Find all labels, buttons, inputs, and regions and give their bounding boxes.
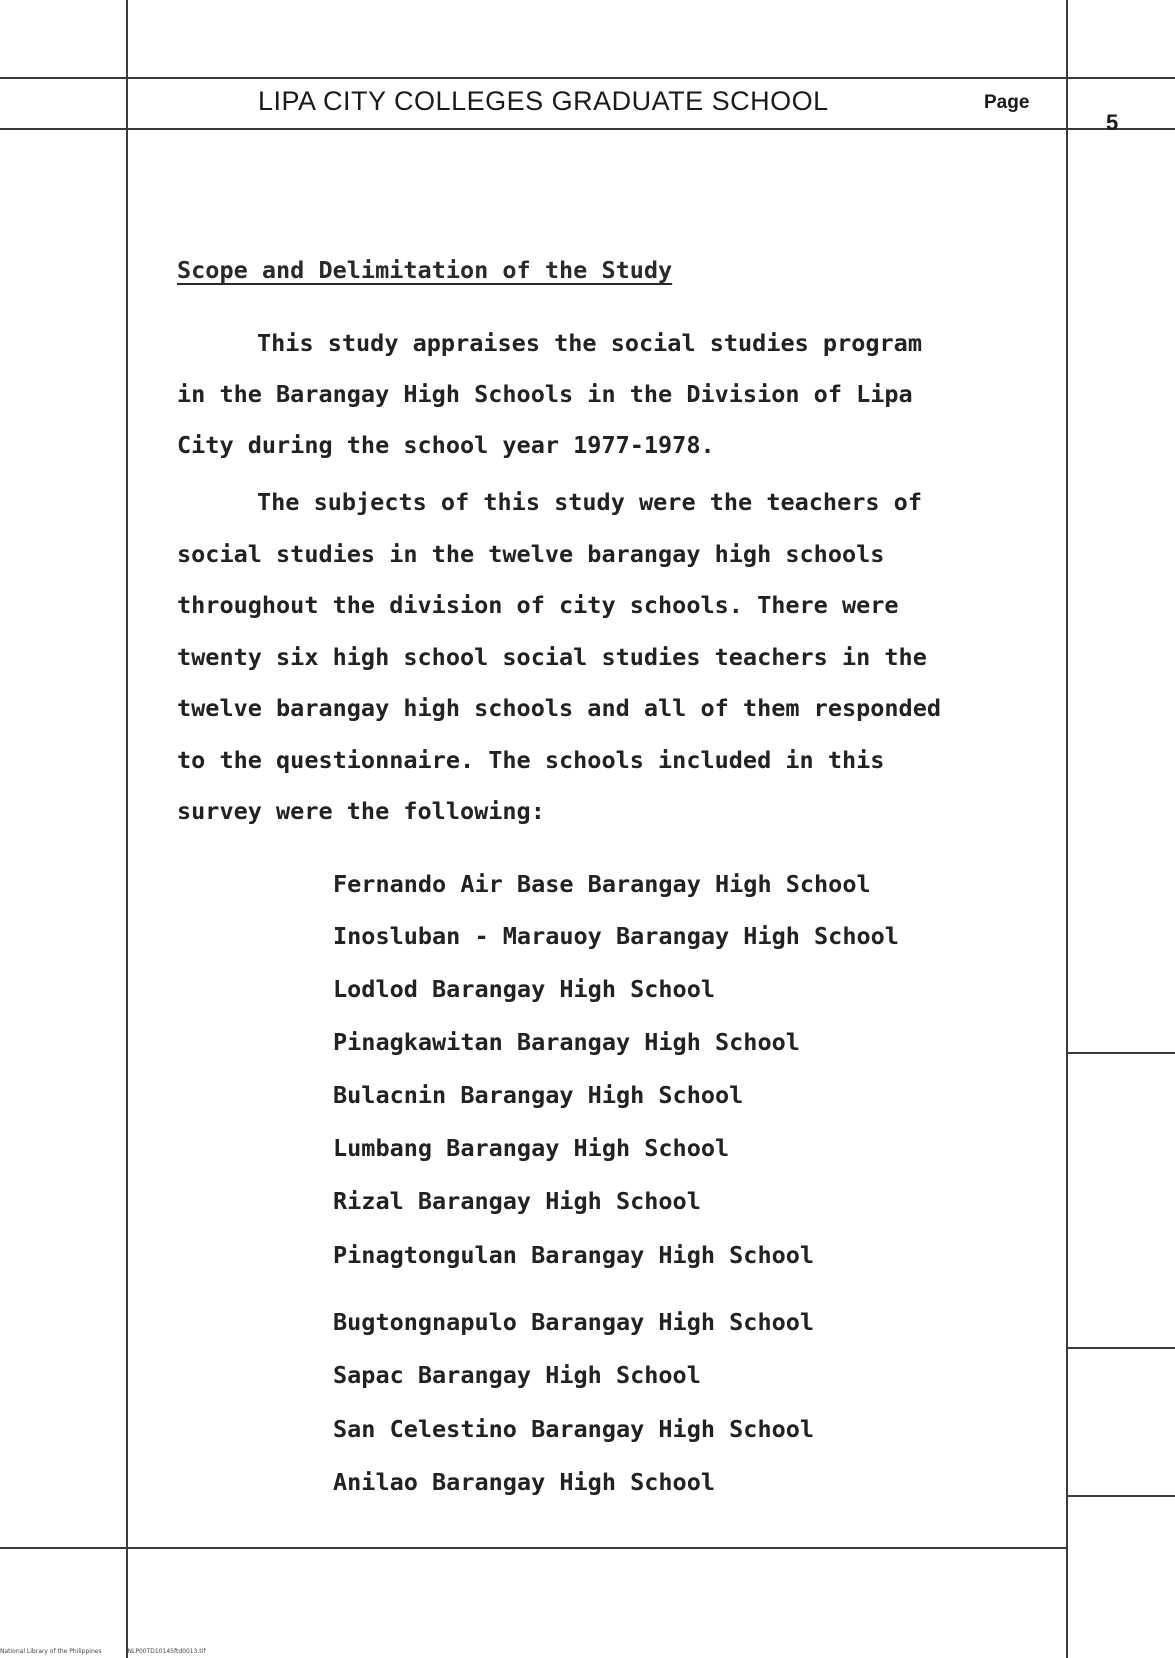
margin-tick-rule xyxy=(1066,1052,1175,1054)
scan-filename: NLP00TD10145ftd0013.tif xyxy=(127,1648,206,1655)
page-header-title: LIPA CITY COLLEGES GRADUATE SCHOOL xyxy=(258,86,829,116)
school-list-item: Bugtongnapulo Barangay High School xyxy=(333,1308,815,1336)
footer-rule xyxy=(0,1547,1066,1549)
page-label: Page xyxy=(984,92,1030,113)
paragraph-line: survey were the following: xyxy=(177,797,545,825)
paragraph-line: throughout the division of city schools. There were xyxy=(177,591,899,619)
page-number: 5 xyxy=(1106,110,1119,135)
paragraph-line: to the questionnaire. The schools included in this xyxy=(177,746,885,774)
header-top-rule xyxy=(0,77,1175,79)
school-list-item: San Celestino Barangay High School xyxy=(333,1415,815,1443)
school-list-item: Pinagtongulan Barangay High School xyxy=(333,1241,815,1269)
paragraph-line: City during the school year 1977-1978. xyxy=(177,431,715,459)
section-heading: Scope and Delimitation of the Study xyxy=(177,256,673,284)
school-list-item: Fernando Air Base Barangay High School xyxy=(333,870,871,898)
paragraph-line: social studies in the twelve barangay high schools xyxy=(177,540,885,568)
school-list-item: Bulacnin Barangay High School xyxy=(333,1081,744,1109)
paragraph-line: in the Barangay High Schools in the Division of Lipa xyxy=(177,380,913,408)
school-list-item: Rizal Barangay High School xyxy=(333,1187,701,1215)
right-margin-rule xyxy=(1066,0,1068,1658)
paragraph-line: twenty six high school social studies teachers in the xyxy=(177,643,927,671)
school-list-item: Anilao Barangay High School xyxy=(333,1468,716,1496)
library-credit: National Library of the Philippines xyxy=(0,1648,102,1655)
school-list-item: Pinagkawitan Barangay High School xyxy=(333,1028,800,1056)
margin-tick-rule xyxy=(1066,1347,1175,1349)
paragraph-line: twelve barangay high schools and all of them responded xyxy=(177,694,942,722)
school-list-item: Sapac Barangay High School xyxy=(333,1361,701,1389)
scan-footer xyxy=(0,1648,229,1655)
paragraph-line: The subjects of this study were the teachers of xyxy=(257,488,922,516)
school-list-item: Inosluban - Marauoy Barangay High School xyxy=(333,922,899,950)
left-margin-rule xyxy=(126,0,128,1658)
school-list-item: Lumbang Barangay High School xyxy=(333,1134,730,1162)
margin-tick-rule xyxy=(1066,1495,1175,1497)
paragraph-line: This study appraises the social studies program xyxy=(257,329,922,357)
school-list-item: Lodlod Barangay High School xyxy=(333,975,716,1003)
header-bottom-rule xyxy=(0,128,1175,130)
